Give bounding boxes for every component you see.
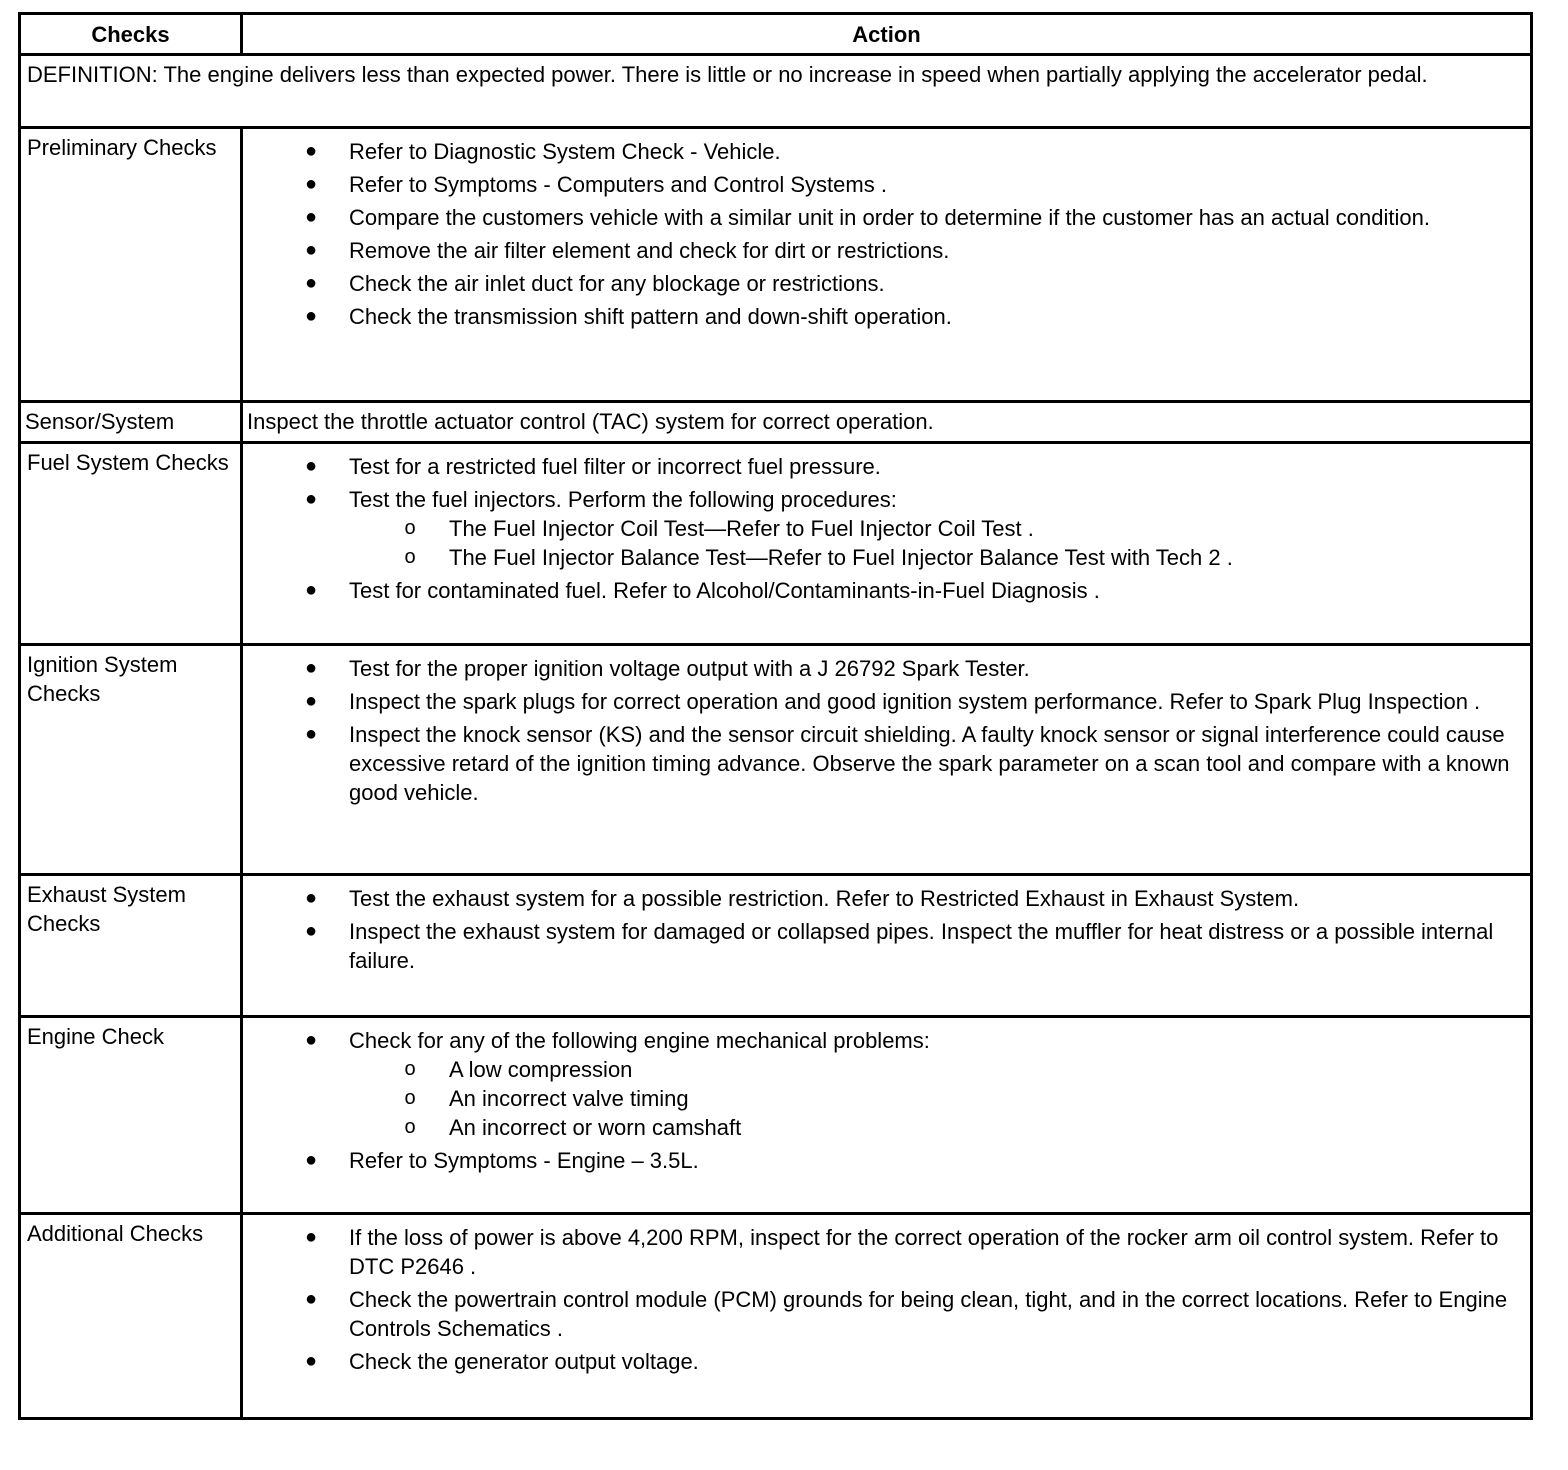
- bullet-list: [249, 1026, 1524, 1175]
- row-label: Ignition System Checks: [20, 645, 242, 875]
- list-item: [249, 1285, 1524, 1343]
- list-item: [249, 203, 1524, 232]
- list-item-text: Check the air inlet duct for any blockage or restrictions.: [349, 271, 885, 296]
- list-item-text: Inspect the spark plugs for correct operation and good ignition system performance. Refer to Spark Plug Inspection .: [349, 689, 1481, 714]
- circle-bullet-icon: o: [404, 517, 416, 539]
- bullet-icon: ●: [304, 1029, 318, 1051]
- sub-list: [349, 1055, 1524, 1142]
- list-item: [249, 1223, 1524, 1281]
- list-item: [249, 1146, 1524, 1175]
- bullet-icon: ●: [304, 1226, 318, 1248]
- sub-item-text: An incorrect or worn camshaft: [449, 1115, 742, 1140]
- bullet-icon: ●: [304, 455, 318, 477]
- row-label: Sensor/System: [20, 402, 242, 443]
- row-action: [242, 645, 1532, 875]
- list-item-text: Check the powertrain control module (PCM) grounds for being clean, tight, and in the correct locations. Refer to Engine Controls Schematics .: [349, 1287, 1508, 1341]
- row-label: Preliminary Checks: [20, 128, 242, 402]
- list-item-text: Test for contaminated fuel. Refer to Alcohol/Contaminants-in-Fuel Diagnosis .: [349, 578, 1100, 603]
- definition-text: DEFINITION: The engine delivers less than expected power. There is little or no increase in speed when partially applying the accelerator pedal.: [20, 55, 1532, 128]
- row-action: [242, 443, 1532, 645]
- circle-bullet-icon: o: [404, 546, 416, 568]
- bullet-icon: ●: [304, 173, 318, 195]
- list-item-text: Refer to Diagnostic System Check - Vehicle.: [349, 139, 781, 164]
- table-row: [20, 875, 1532, 1017]
- sub-item-text: The Fuel Injector Balance Test—Refer to Fuel Injector Balance Test with Tech 2 .: [449, 545, 1233, 570]
- bullet-icon: ●: [304, 887, 318, 909]
- list-item: [249, 1026, 1524, 1142]
- sub-list-item: [349, 1113, 1524, 1142]
- circle-bullet-icon: o: [404, 1058, 416, 1080]
- bullet-icon: ●: [304, 1149, 318, 1171]
- list-item-text: Compare the customers vehicle with a similar unit in order to determine if the customer has an actual condition.: [349, 205, 1430, 230]
- circle-bullet-icon: o: [404, 1116, 416, 1138]
- table-row: [20, 1017, 1532, 1214]
- bullet-icon: ●: [304, 272, 318, 294]
- sub-list-item: [349, 1055, 1524, 1084]
- sub-list-item: [349, 543, 1524, 572]
- row-label: Engine Check: [20, 1017, 242, 1214]
- list-item-text: Test for a restricted fuel filter or incorrect fuel pressure.: [349, 454, 881, 479]
- bullet-icon: ●: [304, 690, 318, 712]
- row-label: Exhaust System Checks: [20, 875, 242, 1017]
- list-item: [249, 1347, 1524, 1376]
- bullet-icon: ●: [304, 657, 318, 679]
- header-checks: Checks: [20, 14, 242, 55]
- list-item: [249, 452, 1524, 481]
- row-label: Fuel System Checks: [20, 443, 242, 645]
- bullet-icon: ●: [304, 579, 318, 601]
- list-item-text: Inspect the exhaust system for damaged or collapsed pipes. Inspect the muffler for heat distress or a possible internal failure.: [349, 919, 1494, 973]
- list-item: [249, 720, 1524, 807]
- sub-list-item: [349, 514, 1524, 543]
- header-action: Action: [242, 14, 1532, 55]
- bullet-icon: ●: [304, 206, 318, 228]
- bullet-icon: ●: [304, 1288, 318, 1310]
- list-item: [249, 576, 1524, 605]
- list-item-text: Refer to Symptoms - Computers and Control Systems .: [349, 172, 887, 197]
- sub-item-text: A low compression: [449, 1057, 633, 1082]
- bullet-list: [249, 654, 1524, 807]
- sub-list-item: [349, 1084, 1524, 1113]
- circle-bullet-icon: o: [404, 1087, 416, 1109]
- list-item-text: Refer to Symptoms - Engine – 3.5L.: [349, 1148, 699, 1173]
- list-item: [249, 137, 1524, 166]
- bullet-list: [249, 1223, 1524, 1376]
- list-item-text: Check for any of the following engine mechanical problems:: [349, 1028, 930, 1053]
- list-item: [249, 236, 1524, 265]
- list-item-text: Test the fuel injectors. Perform the following procedures:: [349, 487, 897, 512]
- list-item-text: If the loss of power is above 4,200 RPM, inspect for the correct operation of the rocker arm oil control system. Refer to DTC P2646 .: [349, 1225, 1499, 1279]
- row-action: [242, 1017, 1532, 1214]
- sub-item-text: An incorrect valve timing: [449, 1086, 689, 1111]
- table-row: [20, 402, 1532, 443]
- list-item: [249, 485, 1524, 572]
- table-row: [20, 645, 1532, 875]
- list-item: [249, 654, 1524, 683]
- definition-row: [20, 55, 1532, 128]
- list-item-text: Test for the proper ignition voltage output with a J 26792 Spark Tester.: [349, 656, 1030, 681]
- bullet-icon: ●: [304, 1350, 318, 1372]
- diagnostic-table: [18, 12, 1533, 1420]
- list-item: [249, 302, 1524, 331]
- row-action: [242, 1214, 1532, 1419]
- row-action-text: Inspect the throttle actuator control (TAC) system for correct operation.: [242, 402, 1532, 443]
- list-item: [249, 269, 1524, 298]
- list-item-text: Check the transmission shift pattern and down-shift operation.: [349, 304, 952, 329]
- list-item: [249, 170, 1524, 199]
- bullet-list: [249, 452, 1524, 605]
- bullet-icon: ●: [304, 305, 318, 327]
- list-item: [249, 687, 1524, 716]
- list-item-text: Remove the air filter element and check for dirt or restrictions.: [349, 238, 950, 263]
- bullet-icon: ●: [304, 723, 318, 745]
- sub-item-text: The Fuel Injector Coil Test—Refer to Fuel Injector Coil Test .: [449, 516, 1034, 541]
- row-action: [242, 875, 1532, 1017]
- table-row: [20, 128, 1532, 402]
- table-row: [20, 443, 1532, 645]
- bullet-list: [249, 884, 1524, 975]
- bullet-icon: ●: [304, 920, 318, 942]
- bullet-icon: ●: [304, 488, 318, 510]
- list-item: [249, 884, 1524, 913]
- table-header-row: [20, 14, 1532, 55]
- bullet-list: [249, 137, 1524, 331]
- row-action: [242, 128, 1532, 402]
- list-item-text: Test the exhaust system for a possible restriction. Refer to Restricted Exhaust in Exhaust System.: [349, 886, 1300, 911]
- row-label: Additional Checks: [20, 1214, 242, 1419]
- sub-list: [349, 514, 1524, 572]
- list-item: [249, 917, 1524, 975]
- bullet-icon: ●: [304, 239, 318, 261]
- table-row: [20, 1214, 1532, 1419]
- list-item-text: Inspect the knock sensor (KS) and the sensor circuit shielding. A faulty knock sensor or signal interference could cause excessive retard of the ignition timing advance. Observe the spark parameter on a scan tool and compare with a known good vehicle.: [349, 722, 1510, 805]
- bullet-icon: ●: [304, 140, 318, 162]
- list-item-text: Check the generator output voltage.: [349, 1349, 699, 1374]
